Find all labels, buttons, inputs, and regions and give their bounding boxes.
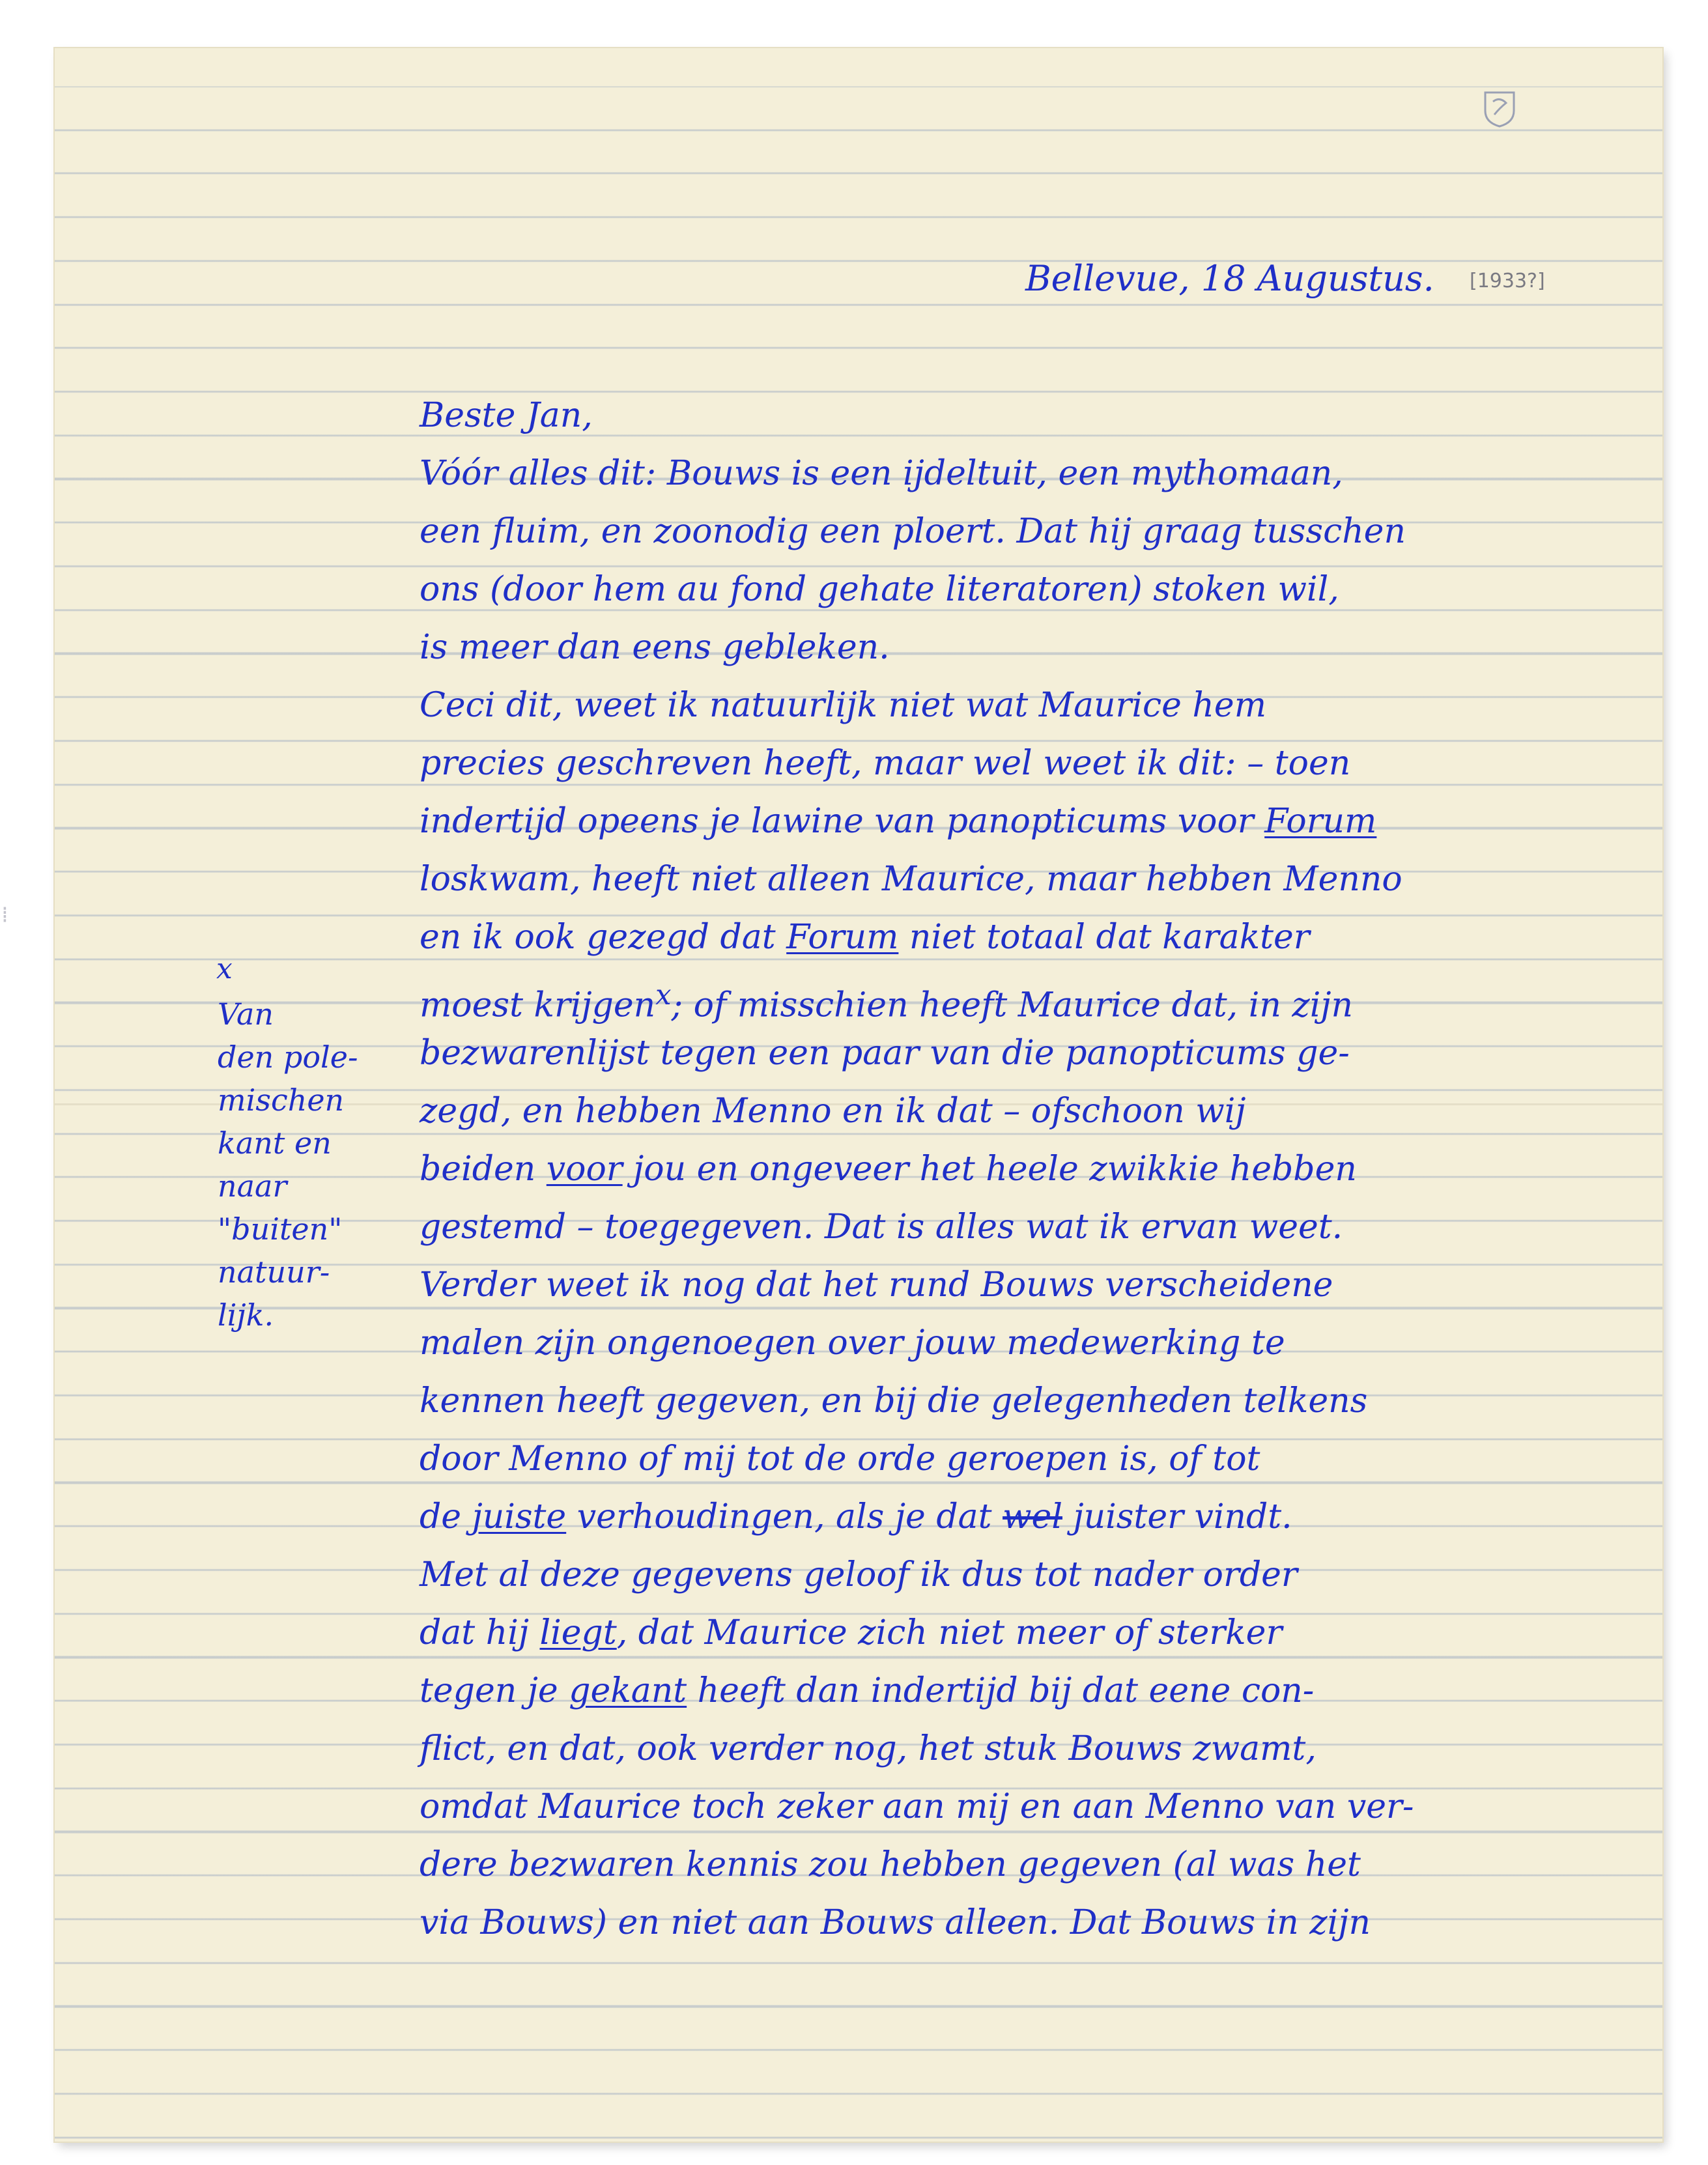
text-segment: indertijd opeens je lawine van panopticums voor <box>420 802 1265 841</box>
margin-note-line: den pole- <box>218 1040 358 1075</box>
text-segment: kennen heeft gegeven, en bij die gelegenheden telkens <box>420 1381 1368 1421</box>
letter-line <box>420 1662 1708 1720</box>
letter-line <box>420 967 1708 1025</box>
text-segment: Vóór alles dit: Bouws is een ijdeltuit, een mythomaan, <box>420 454 1343 493</box>
text-segment: heeft dan indertijd bij dat eene con- <box>687 1671 1315 1710</box>
text-sup: x <box>655 979 672 1012</box>
text-underline: Forum <box>1264 802 1377 841</box>
letter-line <box>420 1720 1708 1778</box>
text-segment: Met al deze gegevens geloof ik dus tot nader order <box>420 1555 1298 1594</box>
text-segment: een fluim, en zoonodig een ploert. Dat hij graag tusschen <box>420 512 1406 551</box>
text-segment: jou en ongeveer het heele zwikkie hebben <box>622 1150 1357 1189</box>
text-underline: gekant <box>569 1671 687 1710</box>
letter-line <box>420 1372 1708 1430</box>
letter-line <box>420 1488 1708 1546</box>
text-segment: ; of misschien heeft Maurice dat, in zijn <box>671 985 1353 1025</box>
text-segment: verhoudingen, als je dat <box>566 1497 1003 1536</box>
letter-line <box>420 1778 1708 1836</box>
margin-note-line: naar <box>218 1168 287 1204</box>
text-segment: zegd, en hebben Menno en ik dat – ofschoon wij <box>420 1092 1246 1131</box>
letter-line <box>420 1140 1708 1198</box>
text-segment: loskwam, heeft niet alleen Maurice, maar hebben Menno <box>420 860 1402 899</box>
text-segment: malen zijn ongenoegen over jouw medewerking te <box>420 1323 1285 1363</box>
letter-line <box>420 1198 1708 1256</box>
text-segment: precies geschreven heeft, maar wel weet ik dit: – toen <box>420 744 1351 783</box>
text-segment: door Menno of mij tot de orde geroepen is, of tot <box>420 1439 1260 1479</box>
letter-line <box>420 1314 1708 1372</box>
text-segment: via Bouws) en niet aan Bouws alleen. Dat Bouws in zijn <box>420 1903 1371 1942</box>
text-segment: bezwarenlijst tegen een paar van die panopticums ge- <box>420 1034 1350 1073</box>
letter-line <box>420 793 1708 851</box>
text-segment: Verder weet ik nog dat het rund Bouws verscheidene <box>420 1266 1333 1305</box>
text-segment: moest krijgen <box>420 985 656 1025</box>
text-segment: ons (door hem au fond gehate literatoren) stoken wil, <box>420 570 1339 609</box>
letter-line <box>420 1256 1708 1314</box>
letter-line <box>420 503 1708 561</box>
text-underline: voor <box>546 1150 623 1189</box>
letter-line <box>420 851 1708 909</box>
margin-note-line: kant en <box>218 1125 332 1161</box>
text-underline: juiste <box>472 1497 567 1536</box>
text-segment: de <box>420 1497 472 1536</box>
text-segment: tegen je <box>420 1671 569 1710</box>
text-segment: flict, en dat, ook verder nog, het stuk Bouws zwamt, <box>420 1729 1317 1768</box>
letter-date: Bellevue, 18 Augustus. <box>1025 258 1434 299</box>
text-segment: beiden <box>420 1150 547 1189</box>
letter-line <box>420 1894 1708 1952</box>
salutation: Beste Jan, <box>420 396 593 435</box>
letter-line <box>420 735 1708 793</box>
letter-line <box>420 1604 1708 1662</box>
text-underline: liegt <box>539 1613 617 1652</box>
margin-note-line: "buiten" <box>218 1211 343 1247</box>
footnote-mark: x <box>216 952 233 985</box>
text-segment: en ik ook gezegd dat <box>420 918 787 957</box>
letter-line <box>420 1430 1708 1488</box>
margin-note-line: Van <box>218 997 274 1032</box>
letter-line <box>420 445 1708 503</box>
letter-line <box>420 1025 1708 1082</box>
margin-note-line: lijk. <box>218 1297 274 1333</box>
margin-note-line: natuur- <box>218 1254 330 1290</box>
letter-line <box>420 561 1708 619</box>
letter-line <box>420 1546 1708 1604</box>
letter-body <box>420 387 1708 1952</box>
text-segment: , dat Maurice zich niet meer of sterker <box>616 1613 1283 1652</box>
archival-date-note: [1933?] <box>1470 270 1545 292</box>
text-underline: Forum <box>786 918 899 957</box>
letter-line <box>420 619 1708 677</box>
text-segment: dat hij <box>420 1613 540 1652</box>
text-segment: juister vindt. <box>1062 1497 1292 1536</box>
margin-note-line: mischen <box>218 1082 345 1118</box>
text-strike: wel <box>1003 1497 1062 1536</box>
margin-footnote <box>218 993 387 1337</box>
library-stamp-icon <box>1480 89 1519 129</box>
letter-line <box>420 909 1708 967</box>
text-segment: gestemd – toegegeven. Dat is alles wat ik ervan weet. <box>420 1208 1343 1247</box>
text-segment: niet totaal dat karakter <box>898 918 1310 957</box>
letter-line <box>420 1836 1708 1894</box>
letter-line <box>420 1082 1708 1140</box>
text-segment: is meer dan eens gebleken. <box>420 628 890 667</box>
letter-page <box>55 48 1662 2142</box>
edge-mark: ⁞ <box>1 902 8 928</box>
text-segment: Ceci dit, weet ik natuurlijk niet wat Maurice hem <box>420 686 1266 725</box>
letter-lines <box>420 445 1708 1952</box>
text-segment: omdat Maurice toch zeker aan mij en aan Menno van ver- <box>420 1787 1414 1826</box>
letter-line <box>420 677 1708 735</box>
text-segment: dere bezwaren kennis zou hebben gegeven (al was het <box>420 1845 1361 1884</box>
